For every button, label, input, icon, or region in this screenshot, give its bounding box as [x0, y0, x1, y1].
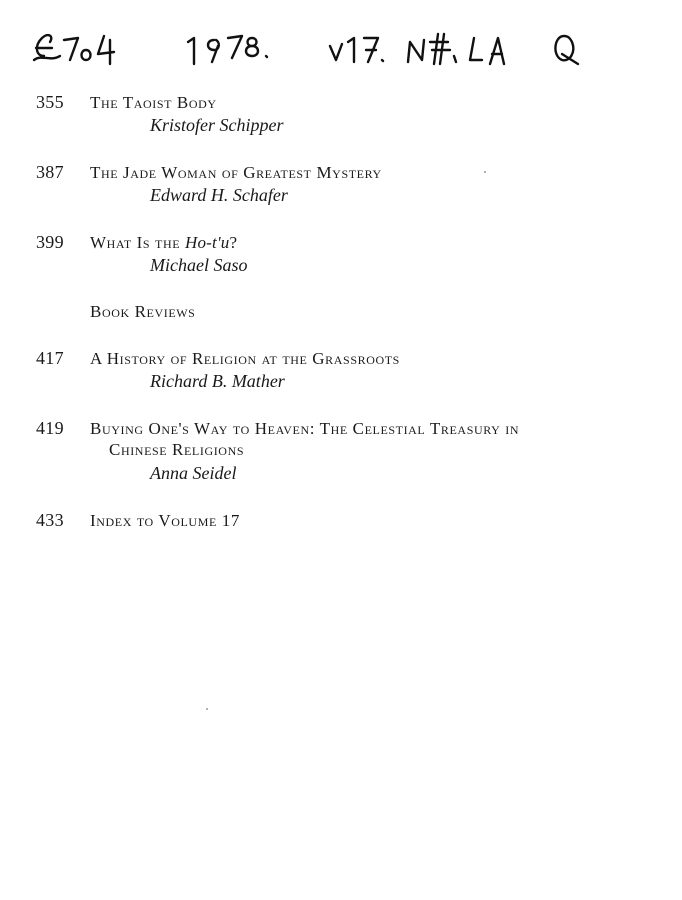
- toc-entry: [36, 232, 670, 277]
- handwritten-call-number-drawing: [30, 16, 670, 72]
- review-title-line1: Buying One's Way to Heaven: The Celestial Treasury in: [90, 419, 520, 438]
- index-title: Index to Volume 17: [90, 511, 240, 530]
- paper-speck: [206, 708, 208, 710]
- page-number: 387: [36, 162, 64, 182]
- page-number: 417: [36, 348, 64, 368]
- article-title: The Jade Woman of Greatest Mystery: [90, 163, 382, 182]
- article-title-italic: Ho-t'u: [185, 233, 230, 252]
- article-title-suffix: ?: [229, 233, 238, 252]
- paper-speck: [484, 171, 486, 173]
- article-title: The Taoist Body: [90, 93, 217, 112]
- table-of-contents: [36, 92, 670, 556]
- review-title-line2: Chinese Religions: [109, 440, 245, 459]
- page-number: 419: [36, 418, 64, 438]
- article-author: Michael Saso: [150, 255, 248, 275]
- toc-entry: [36, 418, 670, 485]
- review-author: Richard B. Mather: [150, 371, 285, 391]
- article-title: [90, 233, 238, 253]
- handwritten-call-number: [30, 16, 670, 72]
- page-number: 433: [36, 510, 64, 530]
- page-number: 355: [36, 92, 64, 112]
- article-author: Edward H. Schafer: [150, 185, 288, 205]
- toc-entry: [36, 92, 670, 137]
- review-author: Anna Seidel: [150, 463, 237, 483]
- section-heading: Book Reviews: [90, 302, 196, 321]
- article-author: Kristofer Schipper: [150, 115, 284, 135]
- page-number: 399: [36, 232, 64, 252]
- toc-entry: [36, 348, 670, 393]
- review-title: A History of Religion at the Grassroots: [90, 349, 400, 368]
- article-title-prefix: What Is the: [90, 233, 185, 252]
- toc-entry: [36, 510, 670, 531]
- toc-entry: [36, 162, 670, 207]
